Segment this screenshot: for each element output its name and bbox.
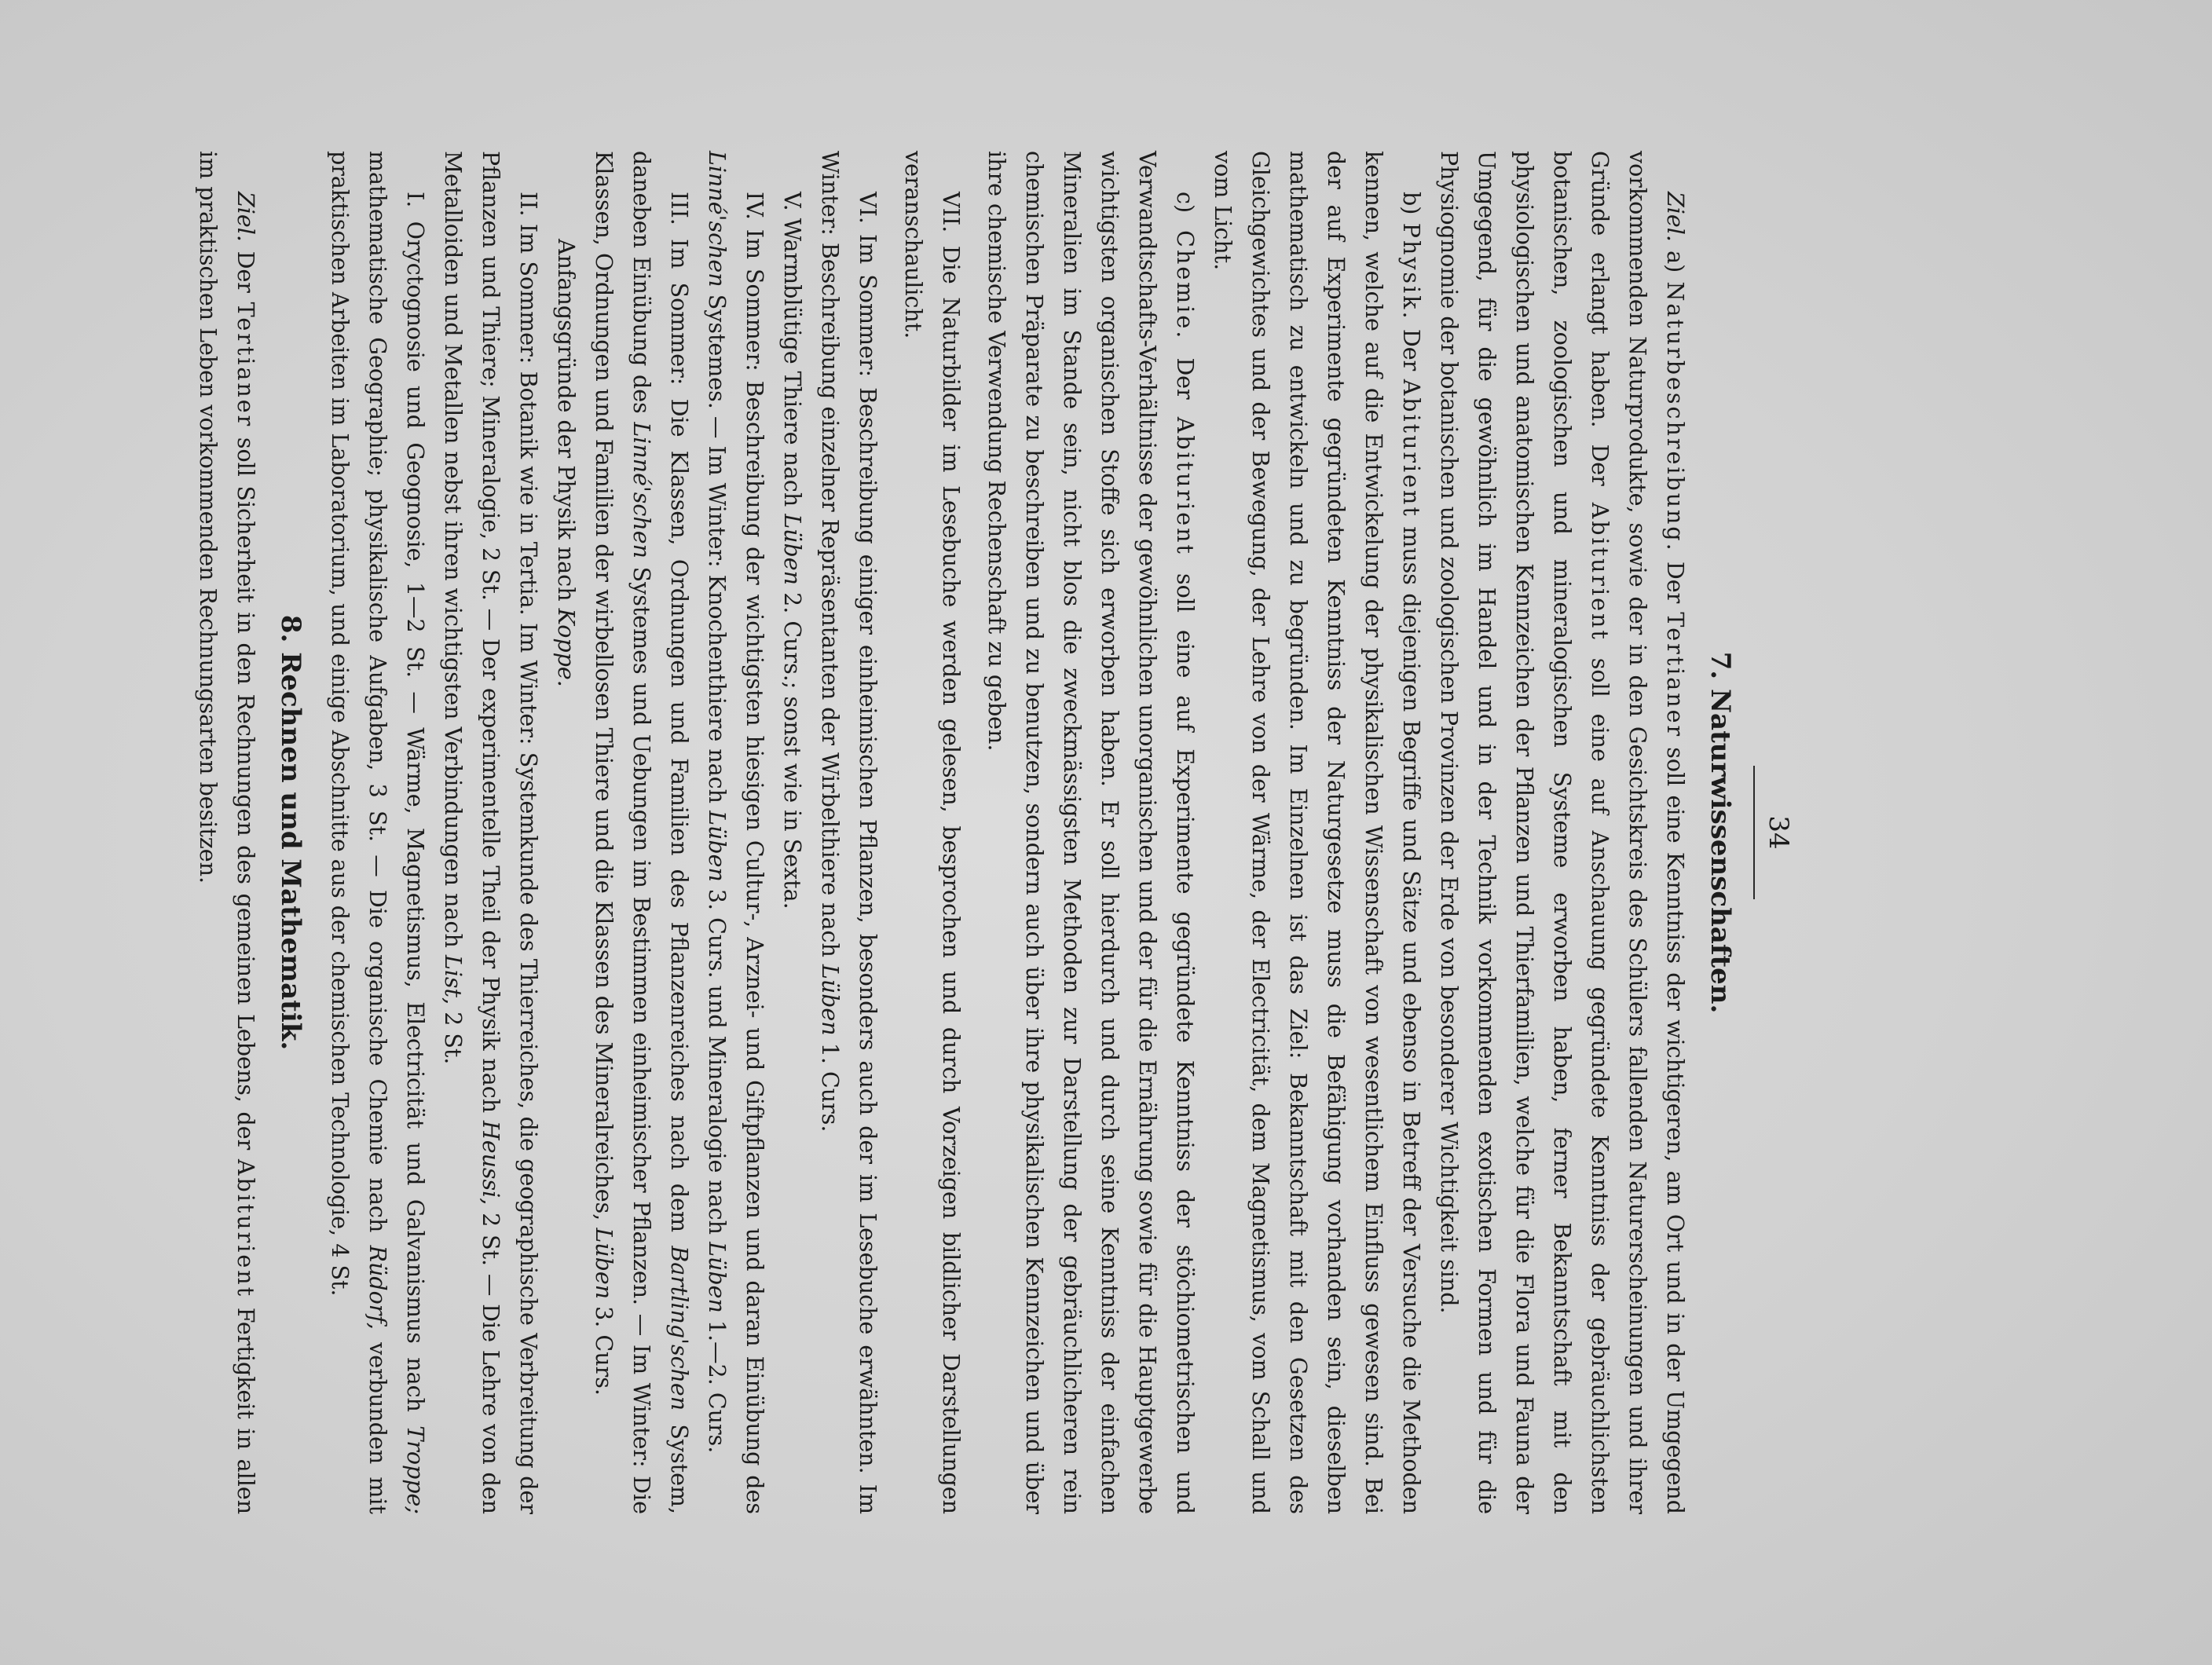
paragraph-class-vi <box>811 151 886 1514</box>
text-fragment: verbunden mit praktischen Arbeiten im Laboratorium, und einige Abschnitte aus der chemischen Technologie, 4 St. <box>327 151 390 1515</box>
author-luben: Lüben <box>704 1242 730 1313</box>
text-fragment: soll eine auf Anschauung gegründete Kenntniss der gebräuchlichsten botanischen, zoologischen und mineralogischen Systeme erworben haben, ferner Bekanntschaft mit den physiologischen und anatomischen Kennzeichen der Pflanzen und Thierfamilien, welche für die Flora und Fauna der Umgegend, für die gewöhnlich im Handel und in der Technik vorkommenden exotischen Formen und für die Physiognomie der botanischen und zoologischen Provinzen der Erde von besonderer Wichtigkeit sind. <box>1436 151 1613 1514</box>
text-fragment: Anfangsgründe der Physik nach <box>553 239 579 602</box>
spacer <box>886 151 894 1514</box>
term-linne: Linné'schen <box>704 151 730 287</box>
ziel-label: Ziel. <box>1662 192 1688 242</box>
text-fragment: Der <box>1172 357 1198 400</box>
text-fragment: Der <box>1398 328 1424 371</box>
page-number-rule <box>1753 766 1755 899</box>
term-bartling: Bartling'schen <box>666 1246 692 1411</box>
chemie-label: Chemie. <box>1172 230 1198 341</box>
section-7-heading: 7. Naturwissenschaften. <box>1705 651 1736 1014</box>
text-fragment: System, daneben Einübung des <box>628 151 692 1515</box>
term-linne: Linné'schen <box>628 422 654 558</box>
section-8-heading: 8. Rechnen und Mathematik. <box>275 614 306 1051</box>
text-fragment: IV. Im Sommer: Beschreibung der wichtigsten hiesigen Cultur-, Arznei- und Giftpflanzen und daran Einübung des <box>742 192 767 1514</box>
abiturient-term: Abiturient <box>233 1158 258 1299</box>
paragraph-ziel-naturbeschreibung <box>1430 151 1694 1514</box>
tertianer-term: Tertianer <box>233 302 258 429</box>
text-fragment: Der <box>233 251 258 293</box>
physik-label: Physik. <box>1398 222 1424 321</box>
text-fragment: mathematische Geographie; physikalische Aufgaben, 3 St. — Die organische Chemie nach <box>364 151 390 1233</box>
item-prefix-c: c) <box>1172 192 1198 214</box>
printed-page <box>0 141 1797 1524</box>
text-fragment: Der <box>1662 561 1688 604</box>
text-fragment: II. Im Sommer: Botanik wie in Tertia. Im Winter: Systemkunde des Thierreiches, die geographische Verbreitung der Pflanzen und Thiere; Mineralogie, 2 St. — Der experimentelle Theil der Physik nach <box>478 151 541 1514</box>
text-fragment: soll eine auf Experimente gegründete Kenntniss der stöchiometrischen und Verwandtschafts-Verhältnisse der gewöhnlichen unorganischen und der für die Ernährung sowie für die Hauptgewerbe wichtigsten organischen Stoffe sich erworben haben. Er soll hierdurch und durch seine Kenntniss der einfachen Mineralien im Stande sein, nicht blos die zweckmässigsten Methoden zur Darstellung der gebräuchlicheren rein chemischen Präparate zu beschreiben und zu benutzen, sondern auch über ihre physikalischen Kennzeichen und über ihre chemische Verwendung Rechenschaft zu geben. <box>983 151 1198 1514</box>
text-fragment: muss diejenigen Begriffe und Sätze und ebenso in Betreff der Versuche die Methoden kennen, welche auf die Entwickelung der physikalischen Wissenschaft von wesentlichem Einfluss gewesen sind. Bei der auf Experimente gegründeten Kenntniss der Naturgesetze muss die Befähigung vorhanden sein, dieselben mathematisch zu entwickeln und zu begründen. Im Einzelnen ist das Ziel: Bekanntschaft mit den Gesetzen des Gleichgewichtes und der Bewegung, der Lehre von der Wärme, der Electricität, dem Magnetismus, vom Schall und vom Licht. <box>1210 151 1424 1515</box>
paragraph-class-iii-continued <box>547 192 584 1514</box>
text-fragment: I. Oryctognosie und Geognosie, 1—2 St. — Wärme, Magnetismus, Electricität und Galvanismus nach <box>402 192 428 1412</box>
abiturient-term: Abiturient <box>1398 379 1424 518</box>
text-fragment: 1.—2. Curs. <box>704 1319 730 1454</box>
paragraph-class-i <box>320 151 434 1514</box>
text-fragment: III. Im Sommer: Die Klassen, Ordnungen und Familien des Pflanzenreiches nach dem <box>666 192 692 1233</box>
text-fragment: Systemes und Uebungen im Bestimmen einheimischer Pflanzen. — Im Winter: Die Klassen, Ordnungen und Familien der wirbellosen Thiere und die Klassen des Mineralreiches, <box>591 151 654 1515</box>
text-fragment: V. Warmblütige Thiere nach <box>779 192 805 507</box>
paragraph-class-v <box>773 151 811 1514</box>
author-troppe: Troppe; <box>402 1425 428 1515</box>
paragraph-class-ii <box>434 151 547 1514</box>
item-prefix-b: b) <box>1398 192 1424 215</box>
text-fragment: 2 St. <box>440 1012 466 1065</box>
text-fragment: 2. Curs.; sonst wie in Sexta. <box>779 592 805 909</box>
author-luben: Lüben <box>704 811 730 882</box>
text-fragment: soll Sicherheit in den Rechnungen des gemeinen Lebens, der <box>233 437 258 1151</box>
naturbeschreibung-label: Naturbeschreibung. <box>1662 281 1688 553</box>
paragraph-chemie <box>977 151 1203 1514</box>
text-fragment: 3. Curs. <box>591 1306 617 1396</box>
text-fragment: soll eine Kenntniss der wichtigeren, am Ort und in der Umgegend vorkommenden Naturprodukte, sowie der in den Gesichtskreis des Schülers fallenden Naturerscheinungen und ihrer Gründe erlangt haben. Der <box>1587 151 1688 1515</box>
item-prefix-a: a) <box>1662 251 1688 273</box>
author-luben: Lüben <box>779 514 805 585</box>
paragraph-class-vii: VII. Die Naturbilder im Lesebuche werden gelesen, besprochen und durch Vorzeigen bildlicher Darstellungen veranschaulicht. <box>900 151 964 1514</box>
author-list: List, <box>440 954 466 1005</box>
text-fragment: 1. Curs. <box>817 1042 843 1133</box>
paragraph-class-iii <box>584 151 698 1514</box>
ziel-label: Ziel. <box>233 192 258 242</box>
page-number: 34 <box>1763 815 1794 850</box>
text-fragment: Systemes. — Im Winter: Knochenthiere nach <box>704 294 730 804</box>
paragraph-ziel-mathematik <box>189 151 264 1514</box>
text-fragment: 2 St. — Die Lehre von den Metalloiden und Metallen nebst ihren wichtigsten Verbindungen nach <box>440 151 504 1515</box>
text-fragment: VI. Im Sommer: Beschreibung einiger einheimischen Pflanzen, besonders auch der im Lesebuche erwähnten. Im Winter: Beschreibung einzelner Repräsentanten der Wirbelthiere nach <box>817 151 881 1514</box>
paragraph-class-iv <box>698 151 773 1514</box>
text-fragment: 3. Curs. und Mineralogie nach <box>704 888 730 1235</box>
author-koppe: Koppe. <box>553 608 579 687</box>
abiturient-term: Abiturient <box>1172 416 1198 556</box>
author-rudorf: Rüdorf, <box>364 1245 390 1330</box>
text-fragment: Fertigkeit in allen im praktischen Leben vorkommenden Rechnungsarten besitzen. <box>195 151 258 1515</box>
author-luben: Lüben <box>817 964 843 1036</box>
tertianer-term: Tertianer <box>1662 612 1688 739</box>
abiturient-term: Abiturient <box>1587 502 1613 642</box>
paragraph-physik <box>1203 151 1430 1514</box>
author-luben: Lüben <box>591 1228 617 1300</box>
author-heussi: Heussi, <box>478 1120 504 1206</box>
spacer <box>969 151 977 1514</box>
